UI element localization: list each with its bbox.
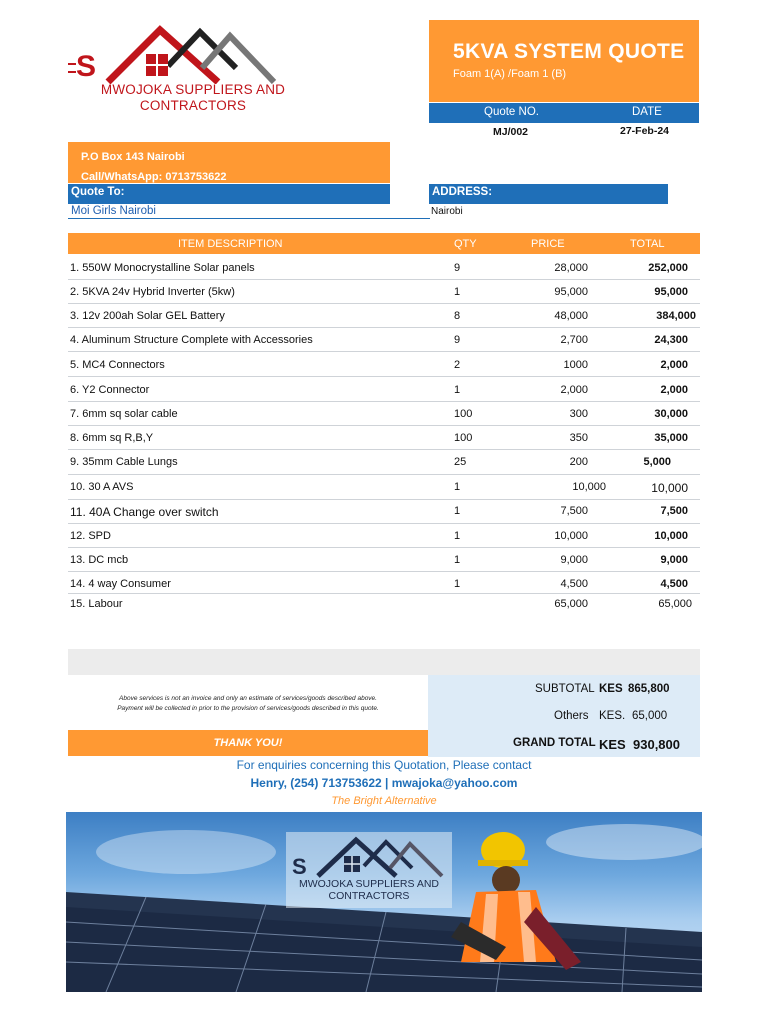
company-logo — [68, 24, 288, 120]
item-total: 65,000 — [658, 598, 692, 610]
item-qty: 1 — [454, 505, 461, 517]
item-total: 30,000 — [654, 408, 688, 420]
item-description: 6. Y2 Connector — [70, 384, 150, 396]
table-row — [68, 334, 700, 358]
address-label: ADDRESS: — [429, 184, 668, 204]
quote-no: MJ/002 — [493, 126, 529, 138]
item-qty: 1 — [454, 384, 461, 396]
table-row — [68, 598, 700, 622]
others-label: Others — [554, 710, 589, 722]
table-row — [68, 554, 700, 578]
quote-title: 5KVA SYSTEM QUOTE — [453, 40, 685, 63]
col-qty: QTY — [454, 238, 477, 250]
item-price: 10,000 — [554, 530, 588, 542]
row-divider — [68, 376, 700, 377]
item-total: 2,000 — [660, 384, 688, 396]
customer-address: Nairobi — [431, 206, 463, 217]
table-row — [68, 505, 700, 529]
item-price: 10,000 — [572, 481, 606, 493]
date-label: DATE — [632, 106, 662, 118]
house-roof-icon — [68, 24, 288, 84]
item-total: 35,000 — [654, 432, 688, 444]
row-divider — [68, 593, 700, 594]
solar-banner-image — [66, 812, 702, 992]
grand-total-label: GRAND TOTAL — [513, 737, 596, 749]
item-description: 4. Aluminum Structure Complete with Accessories — [70, 334, 313, 346]
banner-roof-icon — [286, 832, 452, 878]
item-price: 350 — [569, 432, 588, 444]
item-description: 9. 35mm Cable Lungs — [70, 456, 178, 468]
item-total: 384,000 — [656, 310, 696, 322]
quote-to-label: Quote To: — [68, 184, 390, 204]
svg-text:S: S — [76, 50, 97, 83]
table-row — [68, 408, 700, 432]
thank-you-banner: THANK YOU! — [68, 730, 428, 756]
contact-line: Henry, (254) 713753622 | mwajoka@yahoo.com — [250, 776, 518, 790]
worker-figure — [451, 832, 581, 970]
item-qty: 25 — [454, 456, 467, 468]
item-description: 5. MC4 Connectors — [70, 359, 165, 371]
items-table-header — [68, 233, 700, 254]
item-qty: 100 — [454, 432, 473, 444]
item-price: 2,700 — [560, 334, 588, 346]
table-row — [68, 530, 700, 554]
banner-company-name: MWOJOKA SUPPLIERS AND CONTRACTORS — [298, 878, 440, 902]
item-description: 12. SPD — [70, 530, 111, 542]
row-divider — [68, 401, 700, 402]
item-total: 7,500 — [660, 505, 688, 517]
item-total: 24,300 — [654, 334, 688, 346]
item-description: 14. 4 way Consumer — [70, 578, 171, 590]
item-total: 10,000 — [654, 530, 688, 542]
others-currency: KES. — [599, 710, 626, 722]
company-phone: Call/WhatsApp: 0713753622 — [81, 171, 227, 183]
row-divider — [68, 449, 700, 450]
row-divider — [68, 474, 700, 475]
quote-meta-header — [429, 103, 699, 123]
row-divider — [68, 499, 700, 500]
item-price: 48,000 — [554, 310, 588, 322]
company-name: MWOJOKA SUPPLIERS AND CONTRACTORS — [100, 82, 286, 113]
item-price: 9,000 — [560, 554, 588, 566]
row-divider — [68, 327, 700, 328]
totals-box — [428, 675, 700, 757]
item-qty: 1 — [454, 481, 461, 493]
table-row — [68, 384, 700, 408]
company-contact-box — [68, 142, 390, 183]
item-description: 3. 12v 200ah Solar GEL Battery — [70, 310, 225, 322]
row-divider — [68, 303, 700, 304]
item-description: 11. 40A Change over switch — [70, 505, 219, 519]
row-divider — [68, 523, 700, 524]
item-description: 2. 5KVA 24v Hybrid Inverter (5kw) — [70, 286, 235, 298]
item-qty: 9 — [454, 262, 461, 274]
item-price: 28,000 — [554, 262, 588, 274]
col-price: PRICE — [531, 238, 565, 250]
item-total: 9,000 — [660, 554, 688, 566]
item-description: 8. 6mm sq R,B,Y — [70, 432, 154, 444]
spacer-band — [68, 649, 700, 675]
row-divider — [68, 279, 700, 280]
item-total: 5,000 — [643, 456, 671, 468]
row-divider — [68, 571, 700, 572]
item-description: 1. 550W Monocrystalline Solar panels — [70, 262, 255, 274]
item-price: 95,000 — [554, 286, 588, 298]
item-price: 2,000 — [560, 384, 588, 396]
item-price: 200 — [569, 456, 588, 468]
grand-total-currency: KES — [599, 737, 626, 752]
item-total: 10,000 — [651, 481, 688, 495]
item-qty: 1 — [454, 554, 461, 566]
disclaimer: Above services is not an invoice and only an estimate of services/goods described above. Payment will be collected in prior to the provision of services/goods described in this quote. — [117, 695, 379, 712]
row-divider — [68, 547, 700, 548]
item-qty: 1 — [454, 286, 461, 298]
customer-name: Moi Girls Nairobi — [68, 205, 430, 219]
row-divider — [68, 351, 700, 352]
table-row — [68, 310, 700, 334]
table-row — [68, 262, 700, 286]
svg-text:S: S — [292, 854, 307, 878]
item-total: 252,000 — [648, 262, 688, 274]
item-price: 300 — [569, 408, 588, 420]
item-total: 95,000 — [654, 286, 688, 298]
tagline: The Bright Alternative — [331, 795, 437, 807]
quote-title-box — [429, 20, 699, 102]
quote-date: 27-Feb-24 — [620, 125, 670, 137]
quote-no-label: Quote NO. — [484, 106, 539, 118]
item-description: 10. 30 A AVS — [70, 481, 134, 493]
col-description: ITEM DESCRIPTION — [178, 238, 283, 250]
item-qty: 1 — [454, 578, 461, 590]
table-row — [68, 456, 700, 480]
table-row — [68, 481, 700, 505]
col-total: TOTAL — [630, 238, 665, 250]
company-address: P.O Box 143 Nairobi — [81, 151, 185, 163]
item-description: 7. 6mm sq solar cable — [70, 408, 178, 420]
item-total: 4,500 — [660, 578, 688, 590]
subtotal-label: SUBTOTAL — [535, 683, 595, 695]
item-price: 7,500 — [560, 505, 588, 517]
item-price: 4,500 — [560, 578, 588, 590]
enquiries-text: For enquiries concerning this Quotation, Please contact — [236, 758, 532, 772]
item-qty: 100 — [454, 408, 473, 420]
item-description: 13. DC mcb — [70, 554, 129, 566]
subtotal-currency: KES — [599, 683, 623, 695]
item-total: 2,000 — [660, 359, 688, 371]
item-price: 65,000 — [554, 598, 588, 610]
item-description: 15. Labour — [70, 598, 123, 610]
item-qty: 9 — [454, 334, 461, 346]
quote-subtitle: Foam 1(A) /Foam 1 (B) — [453, 68, 567, 80]
table-row — [68, 432, 700, 456]
grand-total-value: 930,800 — [633, 737, 680, 752]
banner-logo — [286, 832, 452, 908]
item-price: 1000 — [563, 359, 588, 371]
table-row — [68, 359, 700, 383]
item-qty: 1 — [454, 530, 461, 542]
table-row — [68, 286, 700, 310]
item-qty: 2 — [454, 359, 461, 371]
row-divider — [68, 425, 700, 426]
others-value: 65,000 — [632, 710, 668, 722]
quote-meta-values — [429, 124, 699, 140]
item-qty: 8 — [454, 310, 461, 322]
subtotal-value: 865,800 — [628, 683, 670, 695]
